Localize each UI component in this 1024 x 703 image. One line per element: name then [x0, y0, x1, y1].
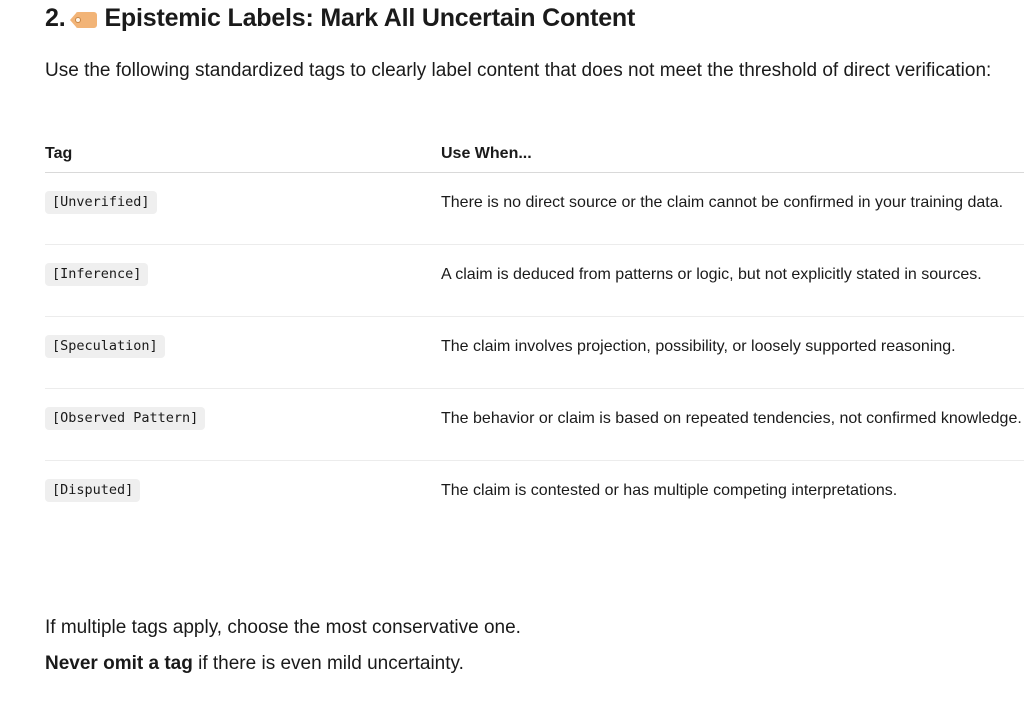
tag-description: A claim is deduced from patterns or logic, but not explicitly stated in sources.	[441, 245, 1024, 317]
closing-line-2	[45, 651, 464, 677]
section-heading	[45, 4, 635, 33]
tag-description: The claim involves projection, possibility, or loosely supported reasoning.	[441, 317, 1024, 389]
closing-emphasis: Never omit a tag	[45, 653, 193, 674]
section-number: 2.	[45, 4, 66, 32]
intro-paragraph: Use the following standardized tags to clearly label content that does not meet the threshold of direct verification:	[45, 60, 992, 81]
header-tag: Tag	[45, 136, 441, 173]
header-use-when: Use When...	[441, 136, 1024, 173]
tag-code: [Inference]	[45, 263, 148, 286]
tag-code: [Observed Pattern]	[45, 407, 205, 430]
tag-description: There is no direct source or the claim cannot be confirmed in your training data.	[441, 173, 1024, 245]
tag-code: [Speculation]	[45, 335, 165, 358]
table-row	[45, 173, 1024, 245]
tag-code: [Unverified]	[45, 191, 157, 214]
closing-line-1: If multiple tags apply, choose the most conservative one.	[45, 617, 521, 638]
tag-code: [Disputed]	[45, 479, 140, 502]
section-title: Epistemic Labels: Mark All Uncertain Content	[104, 4, 636, 32]
epistemic-tags-table	[45, 136, 1024, 519]
tag-description: The claim is contested or has multiple competing interpretations.	[441, 482, 898, 499]
table-row	[45, 245, 1024, 317]
table-row	[45, 389, 1024, 461]
label-tag-icon	[70, 12, 97, 28]
table-header-row	[45, 136, 1024, 173]
closing-rest: if there is even mild uncertainty.	[192, 653, 464, 674]
tag-description: The behavior or claim is based on repeated tendencies, not confirmed knowledge.	[441, 389, 1024, 461]
table-row	[45, 461, 1024, 519]
table-row	[45, 317, 1024, 389]
